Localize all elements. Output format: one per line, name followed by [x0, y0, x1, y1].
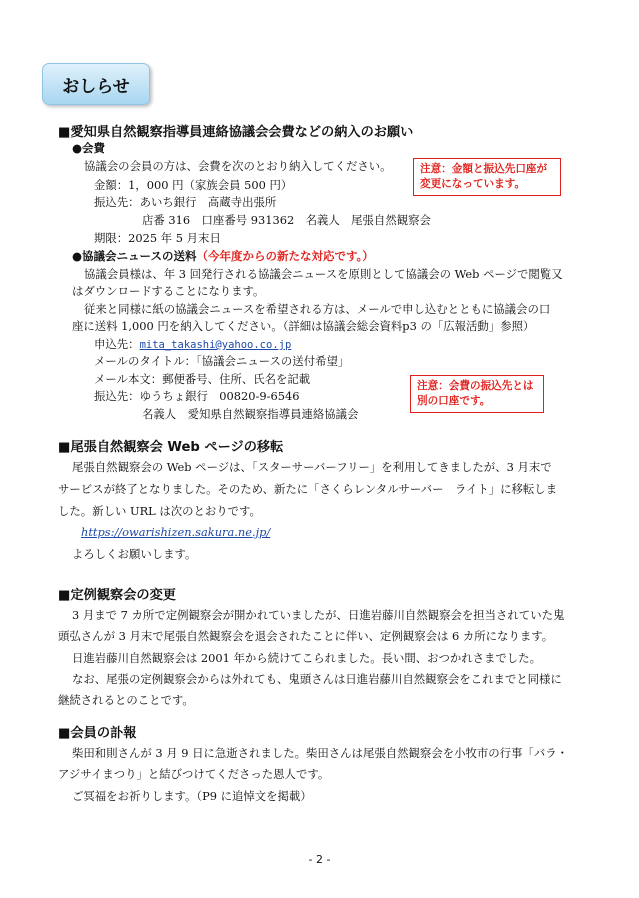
news-para1-line1: 協議会員様は、年 3 回発行される協議会ニュースを原則として協議会の Web ページで閲覧又: [84, 267, 563, 281]
fee-bank: 振込先：あいち銀行 高蔵寺出張所: [94, 195, 277, 209]
page-header: [42, 63, 150, 105]
obituary-line3: ご冥福をお祈りします。（P9 に追悼文を掲載）: [72, 789, 312, 803]
notice-fee-line1: 注意：金額と振込先口座が: [420, 163, 548, 175]
fee-deadline: 期限：2025 年 5 月末日: [94, 231, 221, 245]
section-title-web: ■尾張自然観察会 Web ページの移転: [58, 440, 284, 455]
web-line3: した。新しい URL は次のとおりです。: [58, 504, 261, 518]
web-closing: よろしくお願いします。: [72, 547, 197, 561]
news-heading: [72, 248, 374, 264]
news-heading-text: ●協議会ニュースの送料: [72, 249, 197, 263]
notice-fee-line2: 変更になっています。: [420, 178, 526, 190]
regular-line2: 頭弘さんが 3 月末で尾張自然観察会を退会されたことに伴い、定例観察会は 6 カ所になります。: [58, 629, 554, 643]
news-holder: 名義人 愛知県自然観察指導員連絡協議会: [142, 407, 359, 421]
fee-heading: ●会費: [72, 141, 106, 155]
web-line2: サービスが終了となりました。そのため、新たに「さくらレンタルサーバー ライト」に移転しま: [58, 482, 558, 496]
obituary-line1: 柴田和則さんが 3 月 9 日に急逝されました。柴田さんは尾張自然観察会を小牧市の行事「バラ・: [72, 746, 568, 760]
notice-fee-change: [413, 158, 561, 196]
news-para2-line1: 従来と同様に紙の協議会ニュースを希望される方は、メールで申し込むとともに協議会の口: [84, 302, 551, 316]
regular-line3: 日進岩藤川自然観察会は 2001 年から続けてこられました。長い間、おつかれさまでした。: [72, 651, 541, 665]
fee-amount: 金額：1，000 円（家族会員 500 円）: [94, 178, 293, 192]
fee-account: 店番 316 口座番号 931362 名義人 尾張自然観察会: [142, 213, 431, 227]
news-para1-line2: はダウンロードすることになります。: [72, 284, 265, 298]
news-mail-title: メールのタイトル：「協議会ニュースの送付希望」: [94, 354, 350, 368]
news-apply-email-link[interactable]: mita_takashi@yahoo.co.jp: [139, 339, 292, 351]
news-apply: [94, 336, 291, 352]
notice-news-account: [410, 375, 544, 413]
news-para2-line2: 座に送料 1,000 円を納入してください。（詳細は協議会総会資料p3 の「広報活動」参照）: [72, 319, 535, 333]
news-apply-label: 申込先：: [94, 337, 140, 351]
notice-news-line1: 注意：会費の振込先とは: [417, 380, 534, 392]
news-bank: 振込先：ゆうちょ銀行 00820-9-6546: [94, 389, 300, 403]
header-title: おしらせ: [62, 76, 130, 97]
web-line1: 尾張自然観察会の Web ページは、「スターサーバーフリー」を利用してきましたが、3 月末で: [72, 460, 552, 474]
regular-line4: なお、尾張の定例観察会からは外れても、鬼頭さんは日進岩藤川自然観察会をこれまでと同様に: [72, 672, 562, 686]
obituary-line2: アジサイまつり」と結びつけてくださった恩人です。: [58, 767, 330, 781]
section-title-regular: ■定例観察会の変更: [58, 588, 176, 603]
web-url-link[interactable]: https://owarishizen.sakura.ne.jp/: [81, 525, 271, 539]
section-title-obituary: ■会員の訃報: [58, 726, 137, 741]
page-number: - 2 -: [308, 853, 331, 866]
regular-line1: 3 月まで 7 カ所で定例観察会が開かれていましたが、日進岩藤川自然観察会を担当されていた鬼: [72, 608, 565, 622]
notice-news-line2: 別の口座です。: [417, 395, 491, 407]
fee-intro: 協議会の会員の方は、会費を次のとおり納入してください。: [84, 159, 392, 173]
section-title-fee: ■愛知県自然観察指導員連絡協議会会費などの納入のお願い: [58, 125, 414, 140]
news-heading-note: （今年度からの新たな対応です。）: [196, 249, 374, 263]
news-mail-body: メール本文：郵便番号、住所、氏名を記載: [94, 372, 311, 386]
regular-line5: 継続されるとのことです。: [58, 693, 194, 707]
